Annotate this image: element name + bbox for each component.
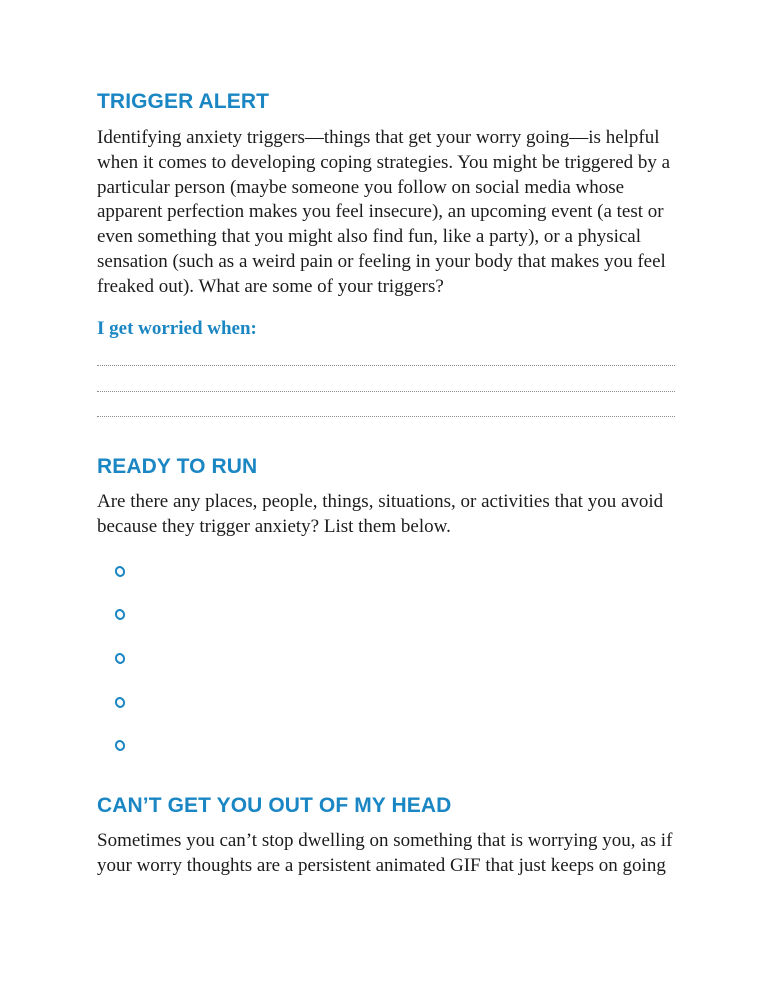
answer-line[interactable] xyxy=(97,416,675,417)
cant-get-you-out-paragraph: Sometimes you can’t stop dwelling on something that is worrying you, as if your worry thoughts are a persistent animated GIF that just keeps on going xyxy=(97,830,673,876)
answer-line[interactable] xyxy=(97,391,675,392)
bullet-icon xyxy=(113,608,126,622)
bullet-icon xyxy=(113,739,126,753)
bullet-icon xyxy=(113,652,126,666)
ready-to-run-paragraph: Are there any places, people, things, situations, or activities that you avoid because they trigger anxiety? List them below. xyxy=(97,491,664,537)
section-heading-cant-get-you-out: CAN’T GET YOU OUT OF MY HEAD xyxy=(97,794,452,817)
section-heading-trigger-alert: TRIGGER ALERT xyxy=(97,90,270,113)
bullet-icon xyxy=(113,565,126,579)
trigger-alert-paragraph: Identifying anxiety triggers—things that get your worry going—is helpful when it comes to developing coping strategies. You might be triggered by a particular person (maybe someone you follow on social media whose apparent perfection makes you feel insecure), an upcoming event (a test or even something that you might also find fun, like a party), or a physical sensation (such as a weird pain or feeling in your body that makes you feel freaked out). What are some of your triggers? xyxy=(97,127,671,297)
worried-when-prompt: I get worried when: xyxy=(97,318,257,339)
bullet-icon xyxy=(113,696,126,710)
section-heading-ready-to-run: READY TO RUN xyxy=(97,455,258,478)
answer-line[interactable] xyxy=(97,365,675,366)
